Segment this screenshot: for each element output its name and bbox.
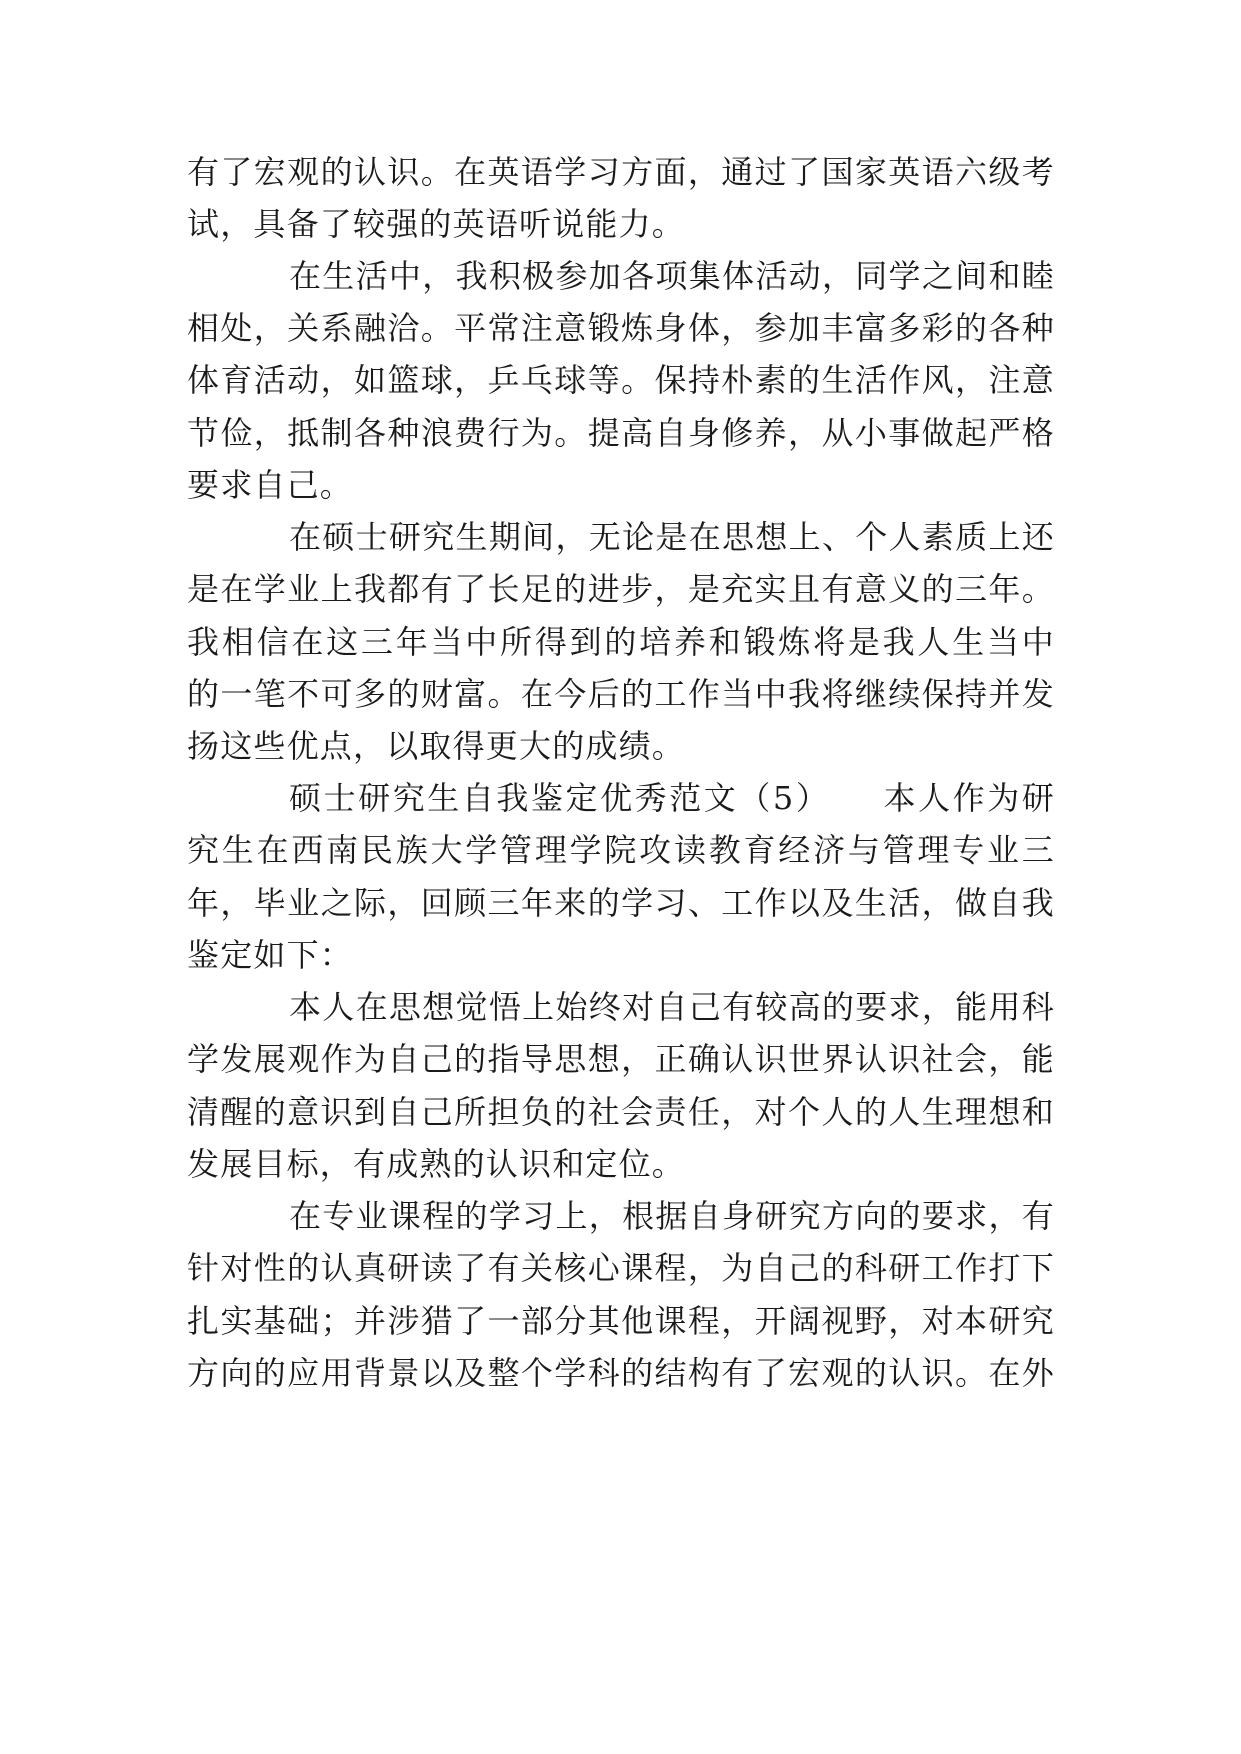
paragraph-first-line: 在生活中，我积极参加各项集体活动，同学之间和睦 xyxy=(289,257,1055,295)
paragraph-first-line: 在硕士研究生期间，无论是在思想上、个人素质上还 xyxy=(289,518,1055,556)
text-line: 发展目标，有成熟的认识和定位。 xyxy=(187,1145,686,1183)
text-line: 扎实基础；并涉猎了一部分其他课程，开阔视野，对本研究 xyxy=(187,1302,1055,1340)
text-line: 相处，关系融洽。平常注意锻炼身体，参加丰富多彩的各种 xyxy=(187,309,1055,347)
section-heading-line: 硕士研究生自我鉴定优秀范文（5） 本人作为研 xyxy=(289,779,1055,817)
text-line: 是在学业上我都有了长足的进步，是充实且有意义的三年。 xyxy=(187,570,1055,608)
text-line: 针对性的认真研读了有关核心课程，为自己的科研工作打下 xyxy=(187,1249,1055,1287)
text-line: 体育活动，如篮球，乒乓球等。保持朴素的生活作风，注意 xyxy=(187,361,1055,399)
text-line: 年，毕业之际，回顾三年来的学习、工作以及生活，做自我 xyxy=(187,884,1055,922)
text-line: 清醒的意识到自己所担负的社会责任，对个人的人生理想和 xyxy=(187,1093,1055,1131)
text-line: 学发展观作为自己的指导思想，正确认识世界认识社会，能 xyxy=(187,1040,1055,1078)
text-line: 的一笔不可多的财富。在今后的工作当中我将继续保持并发 xyxy=(187,675,1055,713)
text-line: 鉴定如下： xyxy=(187,936,354,974)
text-line: 要求自己。 xyxy=(187,466,354,504)
paragraph-first-line: 本人在思想觉悟上始终对自己有较高的要求，能用科 xyxy=(289,988,1055,1026)
text-line: 我相信在这三年当中所得到的培养和锻炼将是我人生当中 xyxy=(187,623,1055,661)
text-line: 有了宏观的认识。在英语学习方面，通过了国家英语六级考 xyxy=(187,153,1055,191)
text-line: 方向的应用背景以及整个学科的结构有了宏观的认识。在外 xyxy=(187,1354,1055,1392)
text-line: 究生在西南民族大学管理学院攻读教育经济与管理专业三 xyxy=(187,831,1055,869)
text-line: 节俭，抵制各种浪费行为。提高自身修养，从小事做起严格 xyxy=(187,414,1055,452)
text-line: 试，具备了较强的英语听说能力。 xyxy=(187,205,686,243)
text-line: 扬这些优点，以取得更大的成绩。 xyxy=(187,727,686,765)
paragraph-first-line: 在专业课程的学习上，根据自身研究方向的要求，有 xyxy=(289,1197,1055,1235)
